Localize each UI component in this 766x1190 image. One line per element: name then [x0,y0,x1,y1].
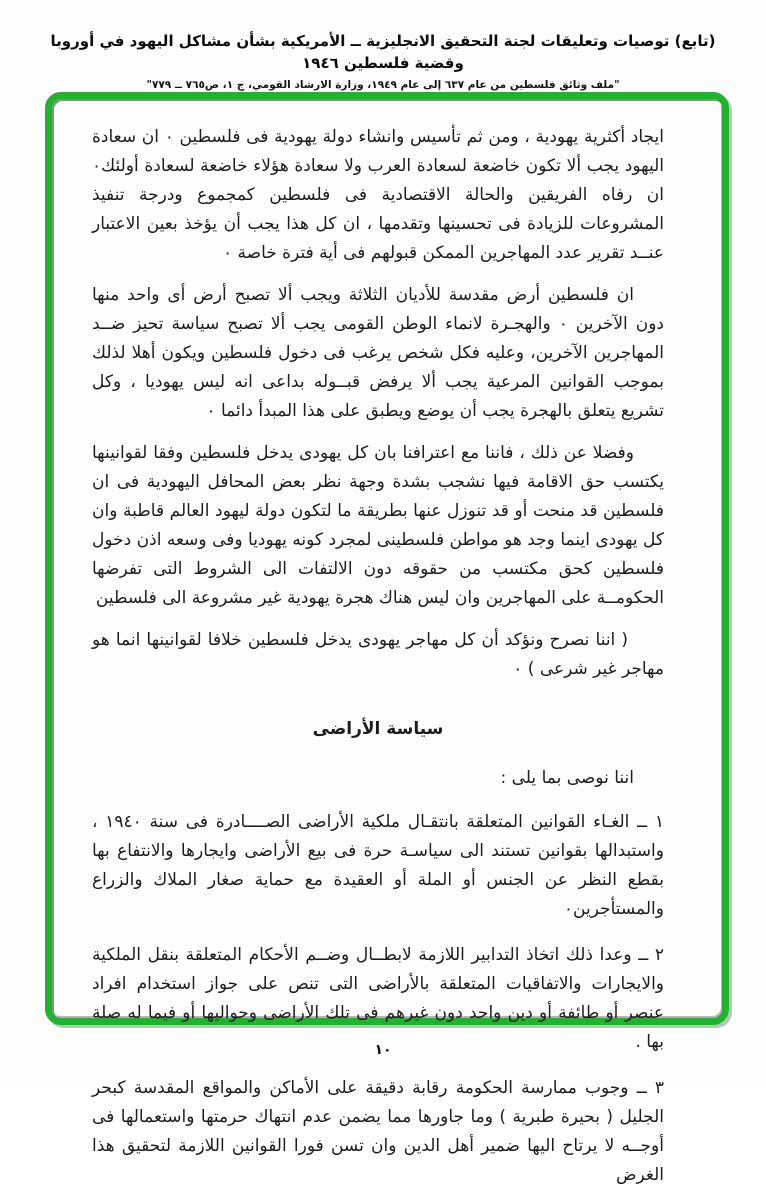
document-source-citation: "ملف وثائق فلسطين من عام ٦٣٧ إلى عام ١٩٤٩، وزارة الارشاد القومي، ج ١، ص٧٦٥ ــ ٧٧٩" [146,79,620,91]
recommendation-item-2: ٢ ــ وعدا ذلك اتخاذ التدابير اللازمة لابطــال وضــم الأحكام المتعلقة بنقل الملكية والايجارات والاتفاقيات المتعلقة بالأراضى التى تنص على جواز استخدام افراد عنصر أو طائفة أو دين واحد دون غيرهم فى تلك الأراضى وحواليها أو فيما له صلة بها . [92,945,664,1052]
paragraph-residence-rights: وفضلا عن ذلك ، فاننا مع اعترافنا بان كل يهودى يدخل فلسطين وفقا لقوانينها يكتسب حق الاقامة فيها نشجب بشدة وجهة نظر بعض المحافل اليهودية فى ان فلسطين قد منحت أو قد تنوزل عنها بطريقة ما لتكون دولة ليهود العالم قاطبة وان كل يهودى اينما وجد هو مواطن فلسطينى لمجرد كونه يهوديا وفى وسعه اذن دخول فلسطين كحق مكتسب من حقوقه دون الالتفات الى الشروط التى تفرضها الحكومــة على المهاجرين وان ليس هناك هجرة يهودية غير مشروعة الى فلسطين [92,443,664,608]
paragraph-continuation: ايجاد أكثرية يهودية ، ومن ثم تأسيس وانشاء دولة يهودية فى فلسطين ٠ ان سعادة اليهود يجب ألا تكون خاضعة لسعادة العرب ولا سعادة هؤلاء خاضعة لسعادة أولئك٠ ان رفاه الفريقين والحالة الاقتصادية فى فلسطين كمجموع ودرجة تنفيذ المشروعات للزيادة فى تحسينها وتقدمها ، ان كل هذا يجب أن يؤخذ بعين الاعتبار عنــد تقرير عدد المهاجرين الممكن قبولهم فى أية فترة خاصة ٠ [92,127,664,263]
document-title: (تابع) توصيات وتعليقات لجنة التحقيق الانجليزية ــ الأمريكية بشأن مشاكل اليهود في أوروبا وقضية فلسطين ١٩٤٦ [50,32,716,72]
paragraph-holy-land: ان فلسطين أرض مقدسة للأديان الثلاثة ويجب ألا تصبح أرض أى واحد منها دون الآخرين ٠ والهجـرة لانماء الوطن القومى يجب ألا تصبح سياسة تحيز ضــد المهاجرين الآخرين، وعليه فكل شخص يرغب فى دخول فلسطين ويكون أهلا لذلك بموجب القوانين المرعية يجب ألا يرفض قبــوله بداعى انه ليس يهوديا ، وكل تشريع يتعلق بالهجرة يجب أن يوضع ويطبق على هذا المبدأ دائما ٠ [92,285,664,421]
document-header [0,30,766,91]
recommendations-intro: اننا نوصى بما يلى : [500,768,634,788]
section-heading-land-policy: سياسة الأراضى [312,719,444,739]
recommendation-item-3: ٣ ــ وجوب ممارسة الحكومة رقابة دقيقة على الأماكن والمواقع المقدسة كبحر الجليل ( بحيرة طبرية ) وما جاورها مما يضمن عدم انتهاك حرمتها واستعمالها فى أوجــه لا يرتاح اليها ضمير أهل الدين وان تسن فورا القوانين اللازمة لتحقيق هذا الغرض [92,1078,664,1185]
paragraph-illegal-immigrant-note: ( اننا نصرح ونؤكد أن كل مهاجر يهودى يدخل فلسطين خلافا لقوانينها انما هو مهاجر غير شرعى ) ٠ [92,630,664,679]
page-number: ١٠ [374,1042,392,1058]
recommendation-item-1: ١ ــ الغـاء القوانين المتعلقة بانتقـال ملكية الأراضى الصــــادرة فى سنة ١٩٤٠ ، واستبدالها بقوانين تستند الى سياسـة حرة فى بيع الأراضى وايجارها والانتفاع بها بقطع النظر عن الجنس أو الملة أو العقيدة مع حماية صغار الملاك والزراع والمستأجرين٠ [92,812,664,919]
